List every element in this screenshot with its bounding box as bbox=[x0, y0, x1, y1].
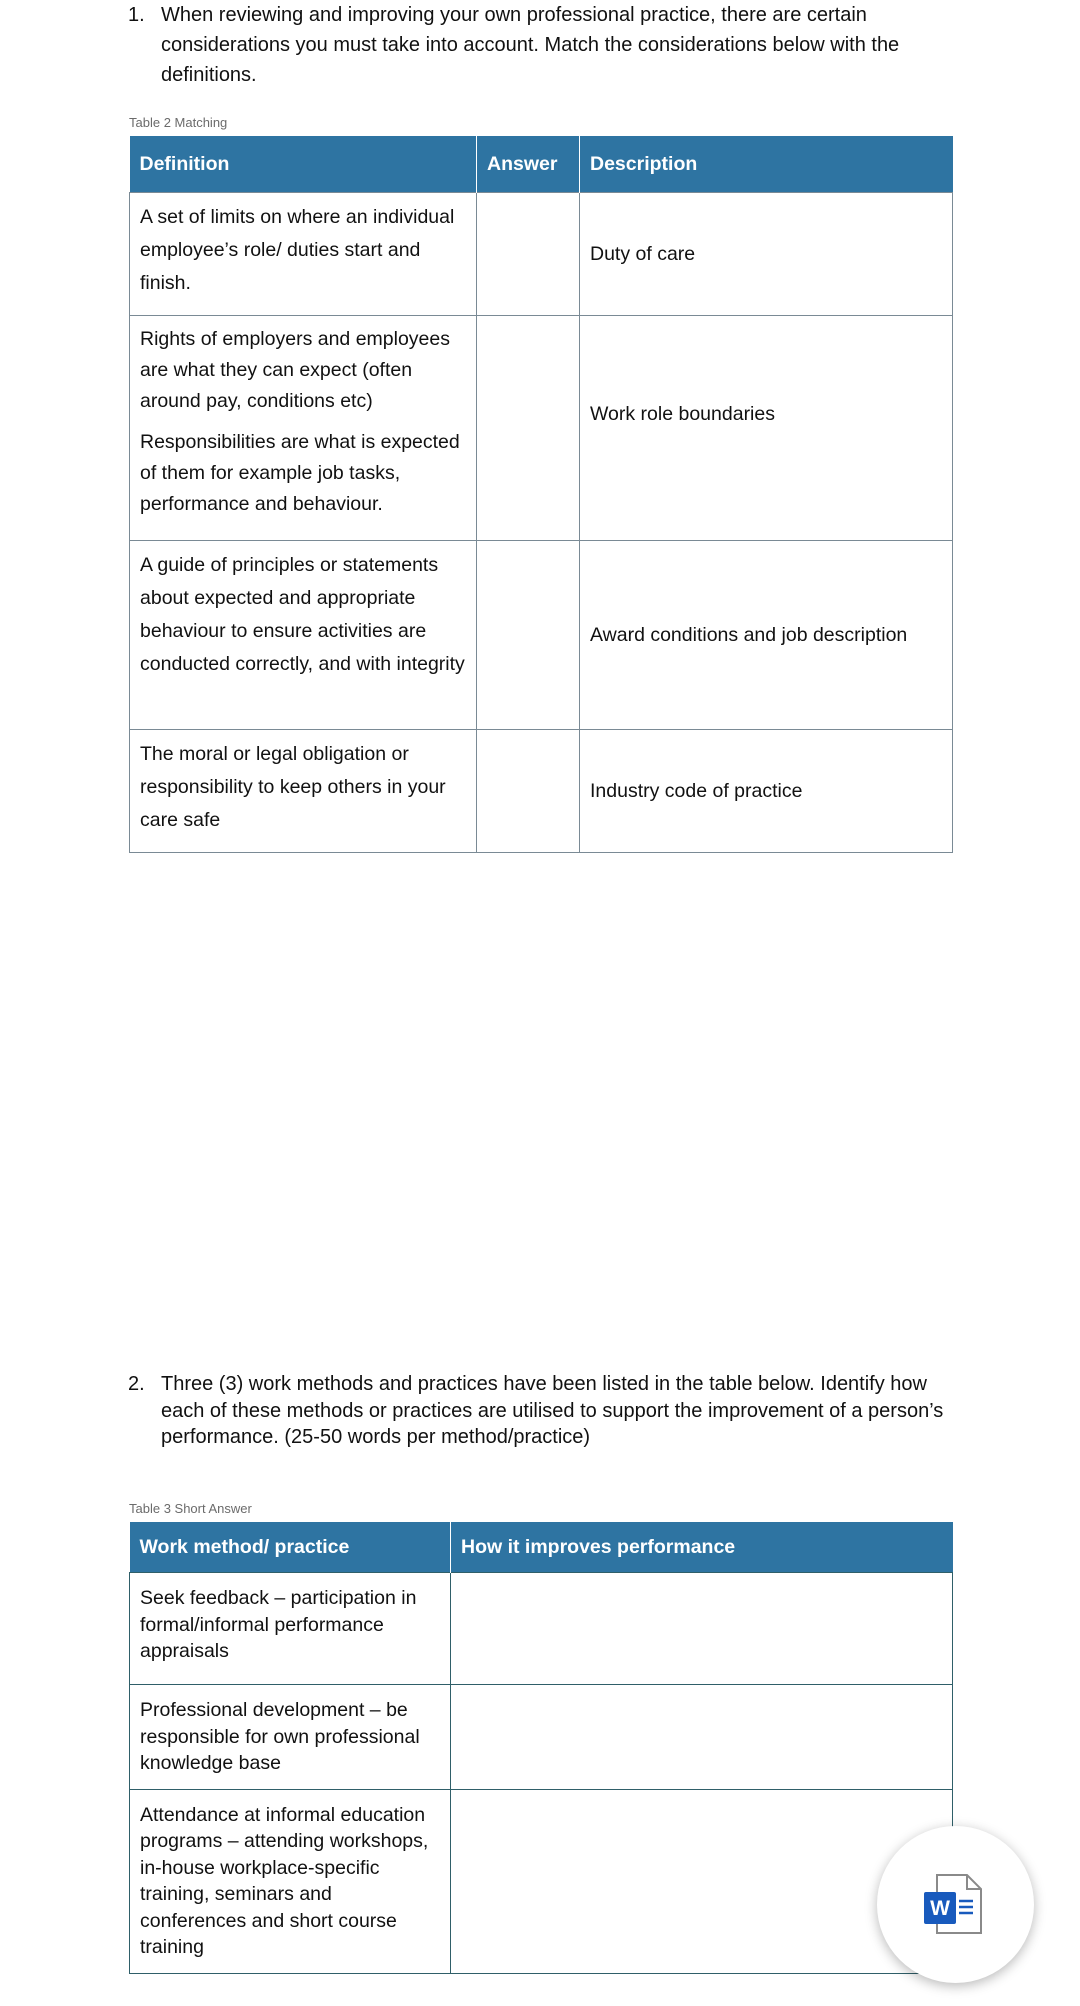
question-text: When reviewing and improving your own professional practice, there are certain considerations you must take into account. Match the considerations below with the definitions. bbox=[161, 4, 900, 86]
table-row bbox=[130, 730, 953, 853]
short-answer-table bbox=[129, 1522, 953, 1974]
table-row bbox=[130, 1789, 953, 1973]
question-1 bbox=[128, 0, 958, 90]
table-caption: Table 2 Matching bbox=[129, 115, 228, 130]
answer-cell[interactable] bbox=[477, 730, 580, 853]
table-row bbox=[130, 193, 953, 316]
table-row bbox=[130, 541, 953, 730]
answer-cell[interactable] bbox=[477, 193, 580, 316]
column-header-method: Work method/ practice bbox=[130, 1522, 451, 1573]
answer-cell[interactable] bbox=[477, 541, 580, 730]
definition-cell: A guide of principles or statements about expected and appropriate behaviour to ensure activities are conducted correctly, and with integrity bbox=[130, 541, 477, 730]
column-header-description: Description bbox=[580, 136, 953, 193]
question-text: Three (3) work methods and practices have been listed in the table below. Identify how each of these methods or practices are utilised to support the improvement of a person’s performance. (25-50 words per method/practice) bbox=[161, 1373, 944, 1448]
definition-cell bbox=[130, 316, 477, 541]
description-cell: Duty of care bbox=[580, 193, 953, 316]
table-row bbox=[130, 1573, 953, 1685]
question-number: 2. bbox=[128, 1373, 145, 1395]
answer-cell[interactable] bbox=[451, 1789, 953, 1973]
word-letter: W bbox=[930, 1897, 950, 1920]
column-header-definition: Definition bbox=[130, 136, 477, 193]
question-number: 1. bbox=[128, 4, 145, 26]
method-cell: Seek feedback – participation in formal/informal performance appraisals bbox=[130, 1573, 451, 1685]
answer-cell[interactable] bbox=[451, 1573, 953, 1685]
definition-cell: The moral or legal obligation or responsibility to keep others in your care safe bbox=[130, 730, 477, 853]
answer-cell[interactable] bbox=[477, 316, 580, 541]
column-header-improvement: How it improves performance bbox=[451, 1522, 953, 1573]
method-cell: Attendance at informal education programs – attending workshops, in-house workplace-specific training, seminars and conferences and short course training bbox=[130, 1789, 451, 1973]
definition-cell: A set of limits on where an individual employee’s role/ duties start and finish. bbox=[130, 193, 477, 316]
description-cell: Industry code of practice bbox=[580, 730, 953, 853]
column-header-answer: Answer bbox=[477, 136, 580, 193]
matching-table bbox=[129, 136, 953, 853]
question-2 bbox=[128, 1371, 958, 1451]
table-row bbox=[130, 316, 953, 541]
answer-cell[interactable] bbox=[451, 1685, 953, 1790]
description-cell: Award conditions and job description bbox=[580, 541, 953, 730]
table-caption: Table 3 Short Answer bbox=[129, 1501, 252, 1516]
definition-paragraph: Rights of employers and employees are what they can expect (often around pay, conditions etc) bbox=[140, 328, 450, 412]
table-row bbox=[130, 1685, 953, 1790]
word-document-icon bbox=[923, 1871, 987, 1939]
open-in-word-button[interactable] bbox=[877, 1826, 1034, 1983]
method-cell: Professional development – be responsible for own professional knowledge base bbox=[130, 1685, 451, 1790]
definition-paragraph: Responsibilities are what is expected of them for example job tasks, performance and behaviour. bbox=[140, 431, 460, 515]
description-cell: Work role boundaries bbox=[580, 316, 953, 541]
